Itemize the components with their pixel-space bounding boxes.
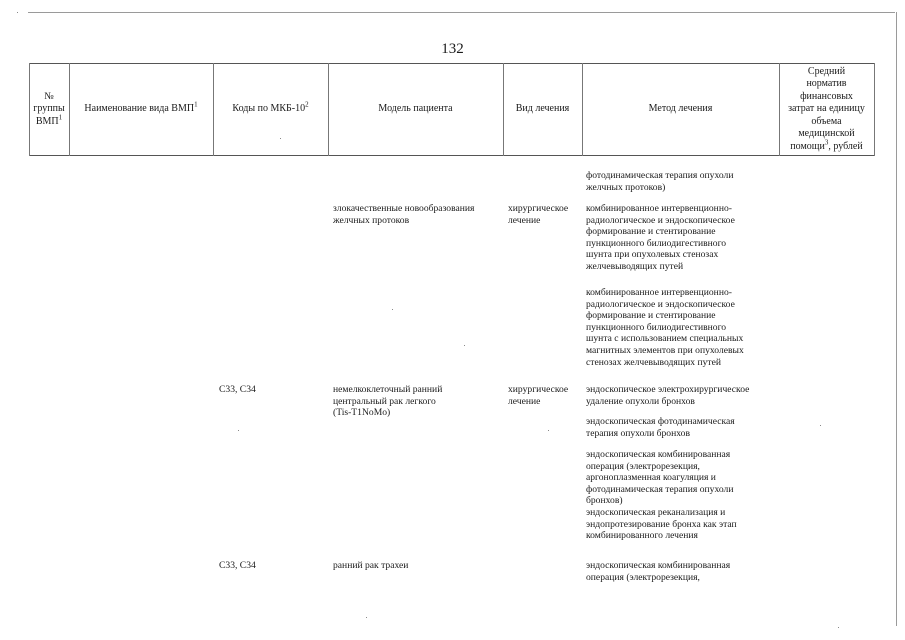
method-text: эндоскопическая комбинированная операция (электрорезекция, [586,560,731,583]
header-treatment-method: Метод лечения [648,103,713,115]
treatment-type-text: хирургическое лечение [508,203,569,226]
icd-codes-text: C33, C34 [219,384,256,395]
header-cost-line: Средний [807,65,846,77]
scan-speck [17,12,18,13]
header-group-number-line: ВМП$^1$ [35,113,63,127]
header-group-number-line: группы [33,103,65,115]
method-text: эндоскопическая фотодинамическая терапия опухоли бронхов [586,416,735,439]
method-text: комбинированное интервенционно- радиологическое и эндоскопическое формирование и стентирование пункционного билиодигестивного шунта при опухолевых стенозах желчевыводящих путей [586,203,735,272]
header-cost-line: затрат на единицу [788,103,865,115]
patient-model-text: злокачественные новообразования желчных протоков [333,203,475,226]
header-group-number-line: № [44,90,54,102]
icd-codes-text: C33, C34 [219,560,256,571]
method-text: эндоскопическое электрохирургическое удаление опухоли бронхов [586,384,750,407]
scan-speck [280,138,281,139]
page-edge-top [28,12,895,13]
treatment-type-text: хирургическое лечение [508,384,569,407]
header-average-cost [779,63,874,156]
header-cost-line: норматив [806,78,847,90]
scan-speck [238,430,239,431]
footnote-mark: 2 [305,100,309,109]
scan-speck [838,627,839,628]
header-cost-line: помощи$^3$, рублей [790,138,863,152]
page-number: 132 [441,41,464,57]
column-divider [874,63,875,156]
header-cost-line: финансовых [800,90,853,102]
page-edge-right [896,12,897,626]
scan-speck [366,617,367,618]
method-text: эндоскопическая комбинированная операция (электрорезекция, аргоноплазменная коагуляция и фотодинамическая терапия опухоли бронхов) эндоскопическая реканализация и эндопротезирование бронха как этап комбинированного лечения [586,449,737,542]
scan-speck [820,425,821,426]
header-patient-model: Модель пациента [378,103,453,115]
footnote-mark: 1 [58,113,63,122]
header-vmp-name: Наименование вида ВМП$^1$ [84,100,198,115]
header-treatment-type: Вид лечения [515,103,570,115]
patient-model-text: немелкоклеточный ранний центральный рак легкого (Tis-T1NoMo) [333,384,443,419]
header-cost-line: объема [811,115,842,127]
header-cost-line: медицинской [798,128,855,140]
footnote-mark: 3 [824,138,829,147]
header-icd-codes: Коды по МКБ-$10^2$ [232,100,309,115]
scan-speck [392,309,393,310]
patient-model-text: ранний рак трахеи [333,560,409,571]
scan-speck [548,430,549,431]
footnote-mark: 1 [194,100,198,109]
method-text: фотодинамическая терапия опухоли желчных протоков) [586,170,734,193]
header-group-number [29,63,69,156]
method-text: комбинированное интервенционно- радиологическое и эндоскопическое формирование и стентирование пункционного билиодигестивного шунта с использованием специальных магнитных элементов при опухолевых стенозах желчевыводящих путей [586,287,744,368]
scan-speck [464,345,465,346]
